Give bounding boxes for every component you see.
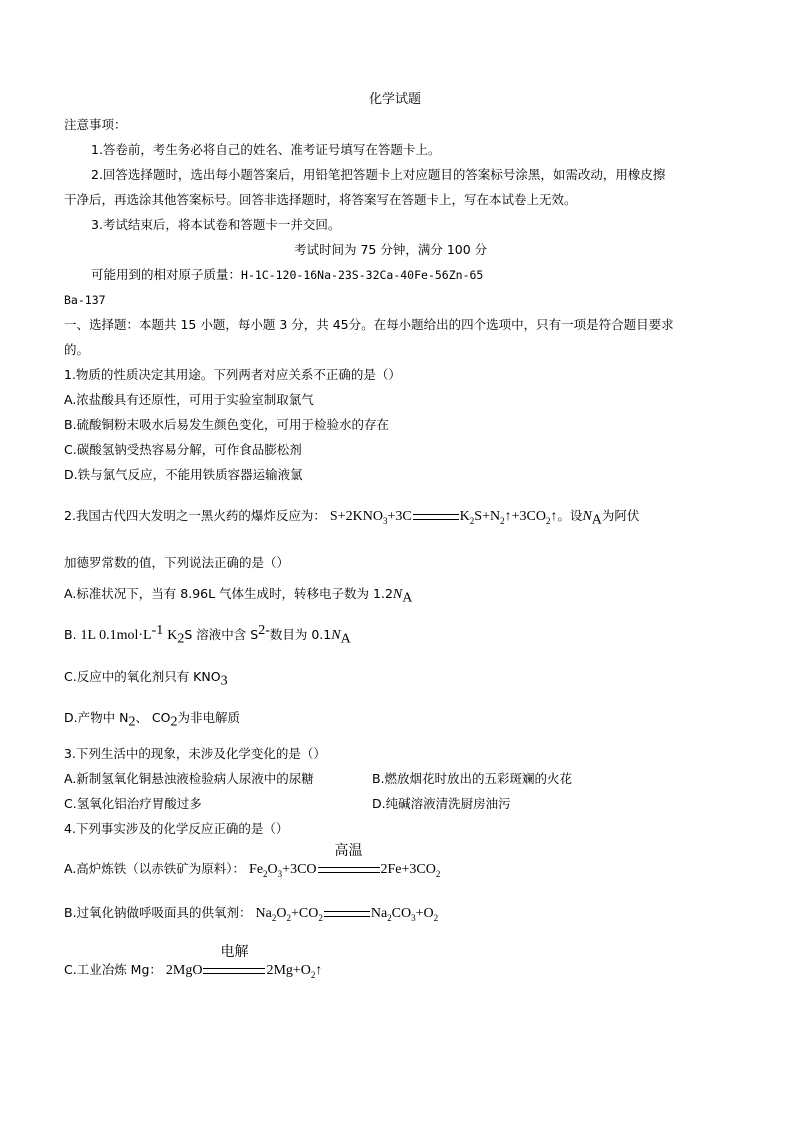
question-3-option-d: D.纯碱溶液清洗厨房油污 xyxy=(372,796,511,811)
notice-heading: 注意事项： xyxy=(64,117,127,132)
page-title: 化学试题 xyxy=(369,92,422,107)
question-4-option-b: B.过氧化钠做呼吸面具的供氧剂： $Na_2O_2+CO_2$ $Na_2CO_3+O_2$ xyxy=(64,905,439,923)
question-4-stem: 4.下列事实涉及的化学反应正确的是（） xyxy=(64,821,289,836)
question-4-option-a: A.高炉炼铁（以赤铁矿为原料）： $Fe_2O_3+3CO$ 高温 $2Fe+3CO_2$ xyxy=(64,843,441,879)
question-1-option-c: C.碳酸氢钠受热容易分解，可作食品膨松剂 xyxy=(64,442,302,457)
section-heading: 一、选择题：本题共 15 小题，每小题 3 分，共 45分。在每小题给出的四个选项中，只有一项是符合题目要求 xyxy=(64,317,674,332)
question-2-option-c: C.反应中的氧化剂只有 $KNO_3$ xyxy=(64,669,228,689)
notice-item: 3.考试结束后，将本试卷和答题卡一并交回。 xyxy=(91,217,341,232)
gunpowder-equation: $S+2KNO_3+3C$ $K_2S+N_2↑+3CO_2↑$ xyxy=(329,509,558,526)
question-1-option-d: D.铁与氯气反应，不能用铁质容器运输液氯 xyxy=(64,467,303,482)
question-3-option-b: B.燃放烟花时放出的五彩斑斓的火花 xyxy=(372,771,573,786)
iron-smelting-equation: $Fe_2O_3+3CO$ 高温 $2Fe+3CO_2$ xyxy=(249,843,441,879)
notice-item: 2.回答选择题时，选出每小题答案后，用铅笔把答题卡上对应题目的答案标号涂黑，如需改动，用橡皮擦 xyxy=(91,167,666,182)
exam-info: 考试时间为 75 分钟，满分 100 分 xyxy=(294,242,488,257)
question-2-stem-cont: 加德罗常数的值，下列说法正确的是（） xyxy=(64,555,290,570)
condition-label: 电解 xyxy=(220,944,249,960)
question-2-option-a: A.标准状况下，当有 8.96L 气体生成时，转移电子数为 $1.2N_A$ xyxy=(64,586,413,606)
question-1-option-b: B.硫酸铜粉末吸水后易发生颜色变化，可用于检验水的存在 xyxy=(64,417,390,432)
question-4-option-c: C.工业冶炼 Mg： 2MgO 电解 $2Mg+O_2↑$ xyxy=(64,944,323,980)
question-1-stem: 1.物质的性质决定其用途。下列两者对应关系不正确的是（） xyxy=(64,367,401,382)
atomic-mass-line xyxy=(91,267,483,283)
notice-item: 干净后，再选涂其他答案标号。回答非选择题时，将答案写在答题卡上，写在本试卷上无效。 xyxy=(64,192,577,207)
question-2-option-d: D.产物中 $N_2$、 $CO_2$为非电解质 xyxy=(64,710,240,730)
condition-label: 高温 xyxy=(334,843,363,859)
question-3-stem: 3.下列生活中的现象，未涉及化学变化的是（） xyxy=(64,746,326,761)
atomic-mass-cont: Ba-137 xyxy=(64,293,106,307)
notice-item: 1.答卷前，考生务必将自己的姓名、准考证号填写在答题卡上。 xyxy=(91,142,441,157)
question-2-option-b: B. 1L $0.1mol\cdot L^{-1}$ $K_2S$ 溶液中含 $S^{2-}$数目为 $0.1N_A$ xyxy=(64,622,351,647)
atomic-mass-values: H-1C-120-16Na-23S-32Ca-40Fe-56Zn-65 xyxy=(241,268,484,282)
question-3-option-c: C.氢氧化铝治疗胃酸过多 xyxy=(64,796,202,811)
atomic-mass-label: 可能用到的相对原子质量： xyxy=(91,267,242,282)
question-1-option-a: A.浓盐酸具有还原性，可用于实验室制取氯气 xyxy=(64,392,314,407)
electrolysis-equation: 2MgO 电解 $2Mg+O_2↑$ xyxy=(165,944,323,980)
section-heading-cont: 的。 xyxy=(64,342,90,357)
peroxide-equation: $Na_2O_2+CO_2$ $Na_2CO_3+O_2$ xyxy=(255,906,439,923)
question-3-option-a: A.新制氢氧化铜悬浊液检验病人尿液中的尿糖 xyxy=(64,771,314,786)
question-2-stem: 2.我国古代四大发明之一黑火药的爆炸反应为： $S+2KNO_3+3C$ $K_2S+N_2↑+3CO_2↑$。设$N_A$为阿伏 xyxy=(64,508,640,528)
